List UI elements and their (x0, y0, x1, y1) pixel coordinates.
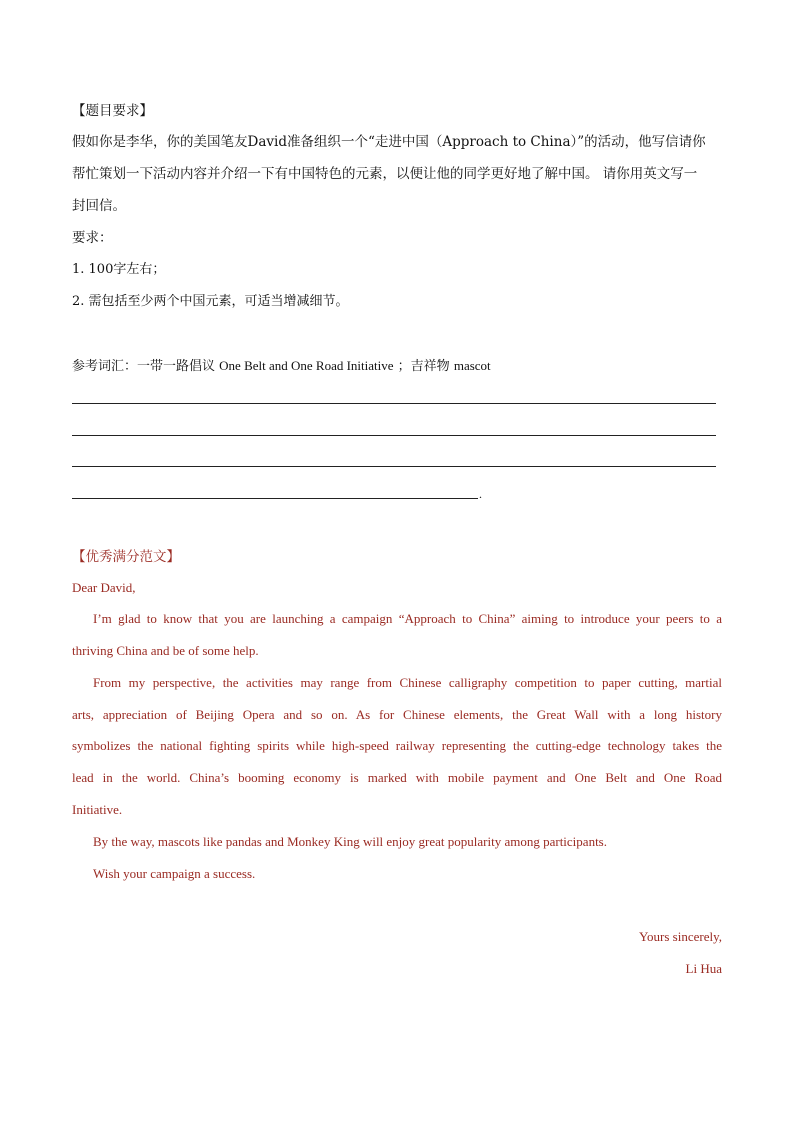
vocab-label: 参考词汇：一带一路倡议 (72, 359, 216, 374)
requirement-item-2: 2. 需包括至少两个中国元素，可适当增减细节。 (72, 294, 349, 309)
letter-line-3: From my perspective, the activities may range from Chinese calligraphy competition to paper cutting, martial (93, 675, 722, 690)
letter-salutation: Dear David, (72, 580, 136, 595)
letter-signature: Li Hua (685, 961, 722, 976)
letter-line-2: thriving China and be of some help. (72, 643, 259, 658)
answer-line-end-period: . (479, 487, 482, 501)
task-prompt-line-2: 帮忙策划一下活动内容并介绍一下有中国特色的元素，以便让他的同学更好地了解中国。 请你用英文写一 (72, 166, 698, 182)
vocab-term-belt-road: One Belt and One Road Initiative (219, 358, 394, 373)
requirements-label: 要求： (72, 230, 113, 246)
answer-line-1 (72, 403, 716, 404)
answer-line-2 (72, 435, 716, 436)
requirement-item-1: 1. 100字左右； (72, 262, 166, 277)
task-heading: 【题目要求】 (72, 103, 153, 119)
vocab-term-mascot: mascot (453, 358, 491, 373)
task-prompt-line-1: 假如你是李华，你的美国笔友David准备组织一个“走进中国（Approach to China）”的活动，他写信请你 (72, 134, 706, 150)
letter-line-9: Wish your campaign a success. (93, 866, 256, 881)
letter-line-7: Initiative. (72, 802, 123, 817)
task-prompt-line-3: 封回信。 (72, 198, 126, 214)
sample-heading: 【优秀满分范文】 (72, 549, 180, 565)
letter-line-6: lead in the world. China’s booming economy is marked with mobile payment and One Belt and One Road (72, 770, 722, 785)
answer-line-3 (72, 466, 716, 467)
answer-line-4 (72, 498, 478, 499)
letter-line-4: arts, appreciation of Beijing Opera and so on. As for Chinese elements, the Great Wall with a long history (72, 707, 722, 722)
letter-closing: Yours sincerely, (638, 929, 722, 944)
letter-line-5: symbolizes the national fighting spirits while high-speed railway representing the cutting-edge technology takes the (72, 738, 722, 753)
reference-vocabulary (72, 356, 491, 377)
vocab-separator: ；吉祥物 (397, 359, 450, 374)
letter-line-1: I’m glad to know that you are launching a campaign “Approach to China” aiming to introduce your peers to a (93, 611, 722, 626)
letter-line-8: By the way, mascots like pandas and Monkey King will enjoy great popularity among participants. (93, 834, 607, 849)
